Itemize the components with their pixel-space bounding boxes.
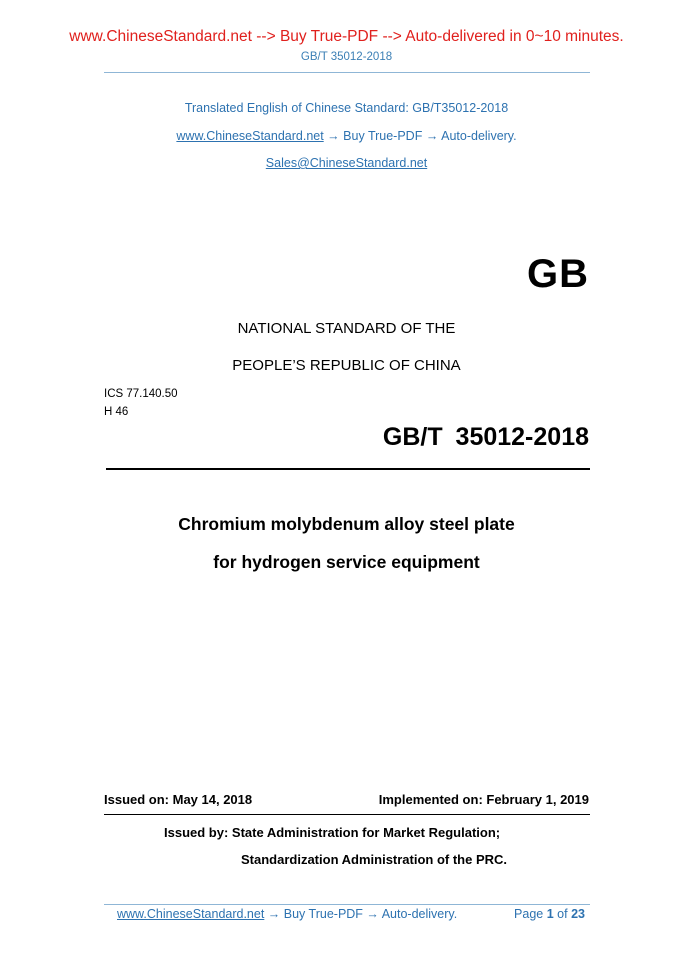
footer-buy-text: → Buy True-PDF → Auto-delivery. [264, 907, 458, 921]
national-standard-line1: NATIONAL STANDARD OF THE [237, 320, 456, 337]
document-title-line2: for hydrogen service equipment [213, 552, 480, 572]
buy-line [0, 129, 693, 143]
buy-true-pdf-link[interactable]: Buy True-PDF [343, 129, 423, 143]
sales-email-link[interactable]: Sales@ChineseStandard.net [265, 156, 428, 170]
page-indicator [514, 907, 585, 921]
issued-by-line2: Standardization Administration of the PRC. [241, 852, 508, 867]
page-current: 1 [546, 907, 554, 921]
arrow-icon: → [422, 129, 442, 143]
national-standard-line2: PEOPLE’S REPUBLIC OF CHINA [232, 357, 461, 374]
sales-line [0, 156, 693, 170]
footer-link-line [117, 907, 457, 921]
top-banner[interactable]: www.ChineseStandard.net --> Buy True-PDF --> Auto-delivered in 0~10 minutes. [69, 28, 624, 45]
issued-on-date: Issued on: May 14, 2018 [104, 792, 253, 807]
gb-logo: GB [527, 252, 589, 296]
ics-code: ICS 77.140.50 [104, 388, 178, 400]
title-divider [106, 468, 590, 470]
page-label: Page [514, 907, 544, 921]
implemented-on-date: Implemented on: February 1, 2019 [378, 792, 589, 807]
ccs-code: H 46 [104, 406, 129, 418]
document-title-line1: Chromium molybdenum alloy steel plate [178, 514, 515, 534]
page-of: of [557, 907, 568, 921]
header-standard-code: GB/T 35012-2018 [300, 51, 393, 63]
translated-notice: Translated English of Chinese Standard: GB/T35012-2018 [184, 101, 509, 115]
page-total: 23 [571, 907, 585, 921]
footer-site-link[interactable]: www.ChineseStandard.net [117, 907, 265, 921]
issued-by-line1: Issued by: State Administration for Market Regulation; [164, 825, 501, 840]
header-divider [104, 72, 590, 73]
site-link[interactable]: www.ChineseStandard.net [176, 129, 324, 143]
footer-divider [104, 904, 590, 905]
auto-delivery-text: Auto-delivery. [441, 129, 517, 143]
issued-divider [104, 814, 590, 815]
arrow-icon: → [323, 129, 344, 143]
standard-number: GB/T 35012-2018 [382, 423, 589, 451]
